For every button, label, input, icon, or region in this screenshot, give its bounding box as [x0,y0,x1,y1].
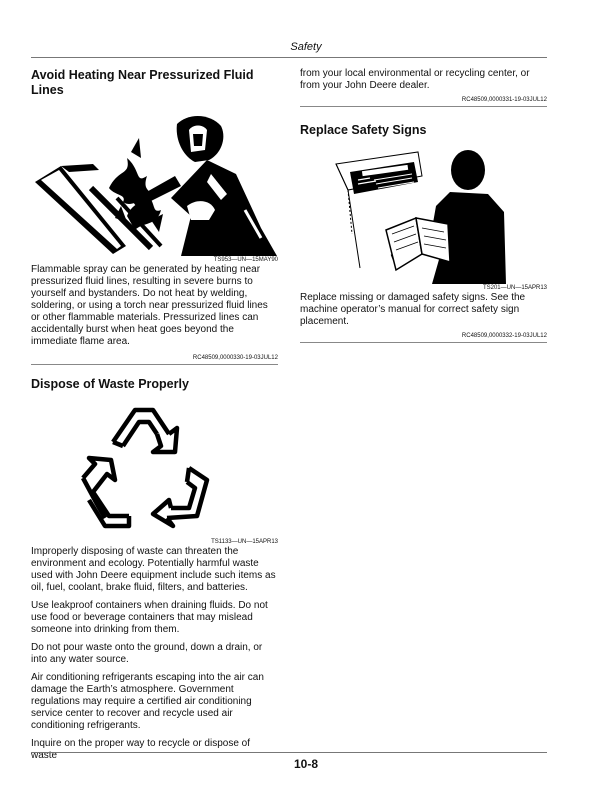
waste-paragraph-3: Do not pour waste onto the ground, down a drain, or into any water source. [31,642,263,665]
torch-heating-figure [31,98,278,256]
waste-figure-id: TS1133—UN—15APR13 [211,539,278,545]
recycle-symbol-figure [31,392,278,538]
flame-spray-icon [109,138,163,232]
signs-body-text: Replace missing or damaged safety signs. See the machine operator’s manual for correct safety sign placement. [300,292,526,327]
signs-figure-id: TS201—UN—15APR13 [482,285,547,291]
footer-rule [31,752,547,753]
heating-figure-id: TS953—UN—15MAY90 [213,257,278,263]
waste-paragraph-1: Improperly disposing of waste can threaten the environment and ecology. Potentially harmful waste used with John Deere equipment include such items as oil, fuel, coolant, brake fluid, filters, and batteries. [31,546,276,593]
left-column [31,68,278,768]
waste-section-title: Dispose of Waste Properly [31,377,189,391]
heating-ref-code: RC48509,0000330-19-03JUL12 [192,355,278,361]
signs-ref-code: RC48509,0000332-19-03JUL12 [461,333,547,339]
waste-paragraph-4: Air conditioning refrigerants escaping into the air can damage the Earth’s atmosphere. Government regulations may require a certified air conditioning service center to recover and recycle used air conditioning refrigerants. [31,672,264,731]
heating-divider [31,364,278,365]
safety-sign-reader-figure [300,138,547,284]
signs-divider [300,342,547,343]
signs-section-title: Replace Safety Signs [300,123,427,137]
waste-paragraph-2: Use leakproof containers when draining fluids. Do not use food or beverage containers that may mislead someone into drinking from them. [31,600,268,635]
right-column [300,68,547,343]
recycle-arrows-icon [83,410,207,526]
welder-person-icon [133,116,277,256]
header-rule [31,57,547,58]
waste-ref-code: RC48509,0000331-19-03JUL12 [461,97,547,103]
running-header: Safety [290,41,322,53]
heating-section-title: Avoid Heating Near Pressurized Fluid Lines [31,68,254,97]
heating-body-text: Flammable spray can be generated by heating near pressurized fluid lines, resulting in severe burns to yourself and bystanders. Do not heat by welding, soldering, or using a torch near pressurized fluid lines or other flammable materials. Pressurized lines can accidentally burst when heat goes beyond the immediate flame area. [31,264,268,347]
waste-paragraph-5: Inquire on the proper way to recycle or dispose of waste [31,738,251,761]
waste-divider [300,106,547,107]
waste-continuation-text: from your local environmental or recycling center, or from your John Deere dealer. [300,68,530,91]
page-number: 10-8 [293,757,319,771]
